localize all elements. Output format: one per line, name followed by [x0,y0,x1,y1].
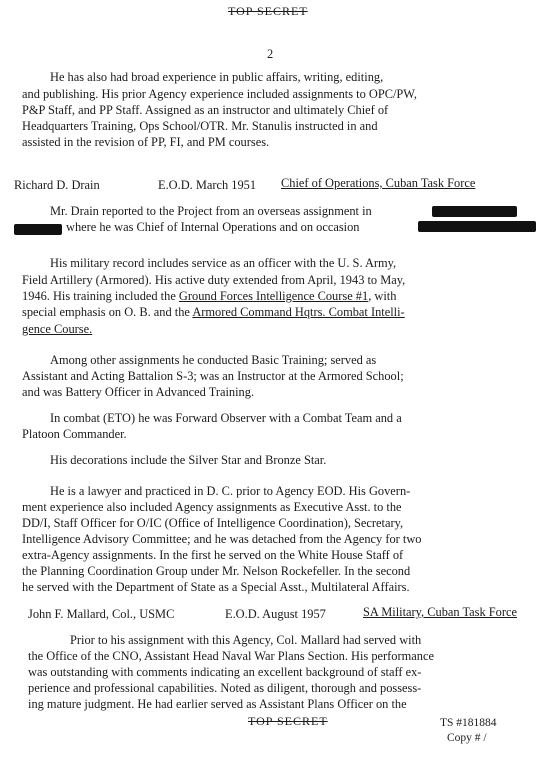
text-line: He is a lawyer and practiced in D. C. prior to Agency EOD. His Govern- [50,484,411,498]
redaction-bar [418,221,536,232]
control-number: TS #181884 [440,717,497,729]
text-line: extra-Agency assignments. In the first he served on the White House Staff of [22,548,404,562]
text-segment: , with [368,289,397,303]
text-line: the Office of the CNO, Assistant Head Naval War Plans Section. His performance [28,649,434,663]
text-line: Field Artillery (Armored). His active duty extended from April, 1943 to May, [22,273,406,287]
course-name: Ground Forces Intelligence Course #1 [178,289,369,303]
course-name: gence Course. [22,322,93,336]
course-name: Armored Command Hqtrs. Combat Intelli- [192,305,405,319]
eod-date: E.O.D. March 1951 [158,178,257,192]
text-line: Platoon Commander. [22,427,127,441]
footer-classification: TOP SECRET [248,714,328,728]
text-line: he served with the Department of State as a Special Asst., Multilateral Affairs. [22,580,410,594]
text-line: the Planning Coordination Group under Mr. Nelson Rockefeller. In the second [22,564,411,578]
text-line: In combat (ETO) he was Forward Observer with a Combat Team and a [50,411,402,425]
text-line: and publishing. His prior Agency experience included assignments to OPC/PW, [22,87,417,101]
text-line: His military record includes service as an officer with the U. S. Army, [50,256,397,270]
text-line: ment experience also included Agency assignments as Executive Asst. to the [22,500,402,514]
text-line: Headquarters Training, Ops School/OTR. Mr. Stanulis instructed in and [22,119,378,133]
text-line: P&P Staff, and PP Staff. Assigned as an instructor and ultimately Chief of [22,103,389,117]
text-line: His decorations include the Silver Star and Bronze Star. [50,453,327,467]
text-line [22,289,396,304]
text-line: Intelligence Advisory Committee; and he was detached from the Agency for two [22,532,422,546]
text-line: He has also had broad experience in public affairs, writing, editing, [50,70,384,84]
text-line: where he was Chief of Internal Operations and on occasion [66,220,360,234]
text-line: Prior to his assignment with this Agency, Col. Mallard had served with [70,633,422,647]
position-title: Chief of Operations, Cuban Task Force [281,176,476,190]
person-name: John F. Mallard, Col., USMC [28,607,175,621]
redaction-bar [14,224,62,235]
text-line: assisted in the revision of PP, FI, and PM courses. [22,135,270,149]
text-line [22,305,405,320]
text-segment: special emphasis on O. B. and the [22,305,193,319]
text-line: was outstanding with comments indicating an excellent background of staff ex- [28,665,422,679]
header-classification: TOP SECRET [228,4,308,18]
page-number: 2 [267,47,274,61]
eod-date: E.O.D. August 1957 [225,607,326,621]
text-line: perience and professional capabilities. Noted as diligent, thorough and possess- [28,681,422,695]
text-line: Assistant and Acting Battalion S-3; was an Instructor at the Armored School; [22,369,404,383]
position-title: SA Military, Cuban Task Force [363,605,518,619]
person-name: Richard D. Drain [14,178,100,192]
copy-number: Copy # / [447,732,487,744]
text-line: Among other assignments he conducted Basic Training; served as [50,353,377,367]
text-line: Mr. Drain reported to the Project from an overseas assignment in [50,204,372,218]
text-line: ing mature judgment. He had earlier served as Assistant Plans Officer on the [28,697,407,711]
redaction-bar [432,206,517,217]
text-line: and was Battery Officer in Advanced Training. [22,385,255,399]
text-segment: 1946. His training included the [22,289,179,303]
text-line: DD/I, Staff Officer for O/IC (Office of Intelligence Coordination), Secretary, [22,516,404,530]
